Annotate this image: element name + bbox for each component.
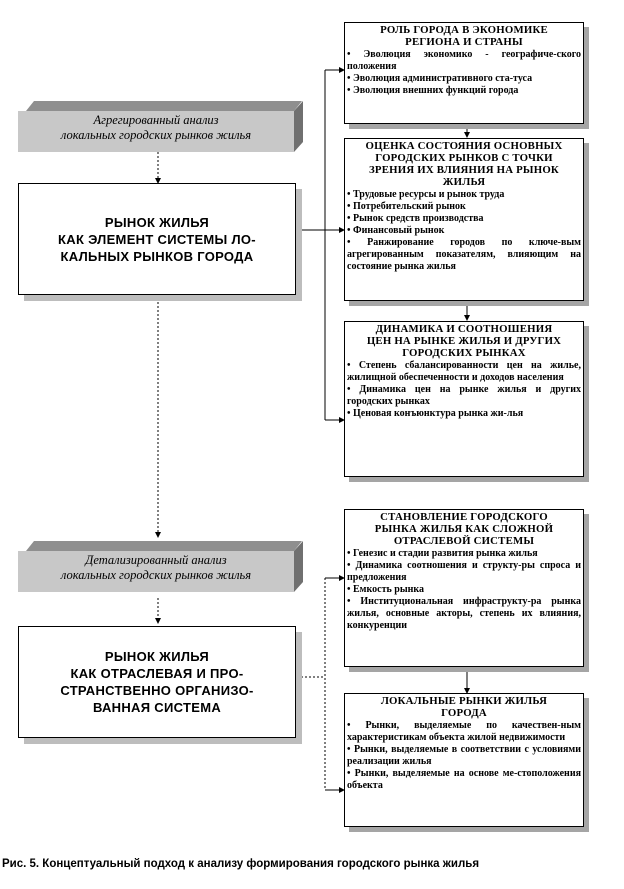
rbox3-item: • Динамика цен на рынке жилья и других городских рынках [347,384,581,407]
rbox4-item: • Генезис и стадии развития рынка жилья [347,548,538,559]
rbox4-item: • Динамика соотношения и структу-ры спроса и предложения [347,560,581,583]
rbox2-item: • Рынок средств производства [347,213,484,224]
banner-detailed-analysis: Детализированный анализ локальных городских рынков жилья [18,551,294,592]
right-box-price-dynamics [344,321,584,477]
rbox2-title: ОЦЕНКА СОСТОЯНИЯ ОСНОВНЫХ ГОРОДСКИХ РЫНКОВ С ТОЧКИ ЗРЕНИЯ ИХ ВЛИЯНИЯ НА РЫНОК ЖИЛЬЯ [365,140,563,188]
main-box-housing-market-sectoral [18,626,296,738]
banner-aggregated-analysis: Агрегированный анализ локальных городских рынков жилья [18,111,294,152]
rbox4-item: • Емкость рынка [347,584,425,595]
main1-label: РЫНОК ЖИЛЬЯ КАК ЭЛЕМЕНТ СИСТЕМЫ ЛО- КАЛЬНЫХ РЫНКОВ ГОРОДА [58,214,256,264]
banner2-top-face [26,541,302,551]
rbox2-item: • Потребительский рынок [347,201,466,212]
right-box-city-role [344,22,584,124]
banner1-top-face [26,101,302,111]
rbox4-item: • Институциональная инфраструкту-ра рынка жилья, основные акторы, степень их влияния, конкуренции [347,596,581,631]
rbox3-item: • Ценовая конъюнктура рынка жи-лья [347,408,524,419]
rbox5-item: • Рынки, выделяемые на основе ме-стоположения объекта [347,768,581,791]
right-box-market-formation [344,509,584,667]
rbox1-item: • Эволюция административного ста-туса [347,73,533,84]
rbox5-item: • Рынки, выделяемые по качествен-ным характеристикам объекта жилой недвижимости [347,720,581,743]
rbox1-item: • Эволюция экономико - географиче-ского положения [347,49,581,72]
rbox4-title: СТАНОВЛЕНИЕ ГОРОДСКОГО РЫНКА ЖИЛЬЯ КАК СЛОЖНОЙ ОТРАСЛЕВОЙ СИСТЕМЫ [374,511,554,547]
rbox2-item: • Финансовый рынок [347,225,445,236]
rbox2-item: • Трудовые ресурсы и рынок труда [347,189,505,200]
right-box-market-assessment [344,138,584,301]
rbox1-item: • Эволюция внешних функций города [347,85,519,96]
right-box-local-markets [344,693,584,827]
rbox3-title: ДИНАМИКА И СООТНОШЕНИЯ ЦЕН НА РЫНКЕ ЖИЛЬЯ И ДРУГИХ ГОРОДСКИХ РЫНКАХ [366,323,562,359]
main2-label: РЫНОК ЖИЛЬЯ КАК ОТРАСЛЕВАЯ И ПРО- СТРАНСТВЕННО ОРГАНИЗО- ВАННАЯ СИСТЕМА [60,649,254,715]
rbox2-item: • Ранжирование городов по ключе-вым агрегированным показателям, влияющим на состояние рынка жилья [347,237,581,272]
main-box-housing-market-element [18,183,296,295]
figure-caption: Рис. 5. Концептуальный подход к анализу формирования городского рынка жилья [2,858,480,870]
rbox1-title: РОЛЬ ГОРОДА В ЭКОНОМИКЕ РЕГИОНА И СТРАНЫ [380,24,548,48]
rbox5-title: ЛОКАЛЬНЫЕ РЫНКИ ЖИЛЬЯ ГОРОДА [380,695,548,719]
rbox3-item: • Степень сбалансированности цен на жилье, жилищной обеспеченности и доходов населения [347,360,581,383]
rbox5-item: • Рынки, выделяемые в соответствии с условиями реализации жилья [347,744,581,767]
